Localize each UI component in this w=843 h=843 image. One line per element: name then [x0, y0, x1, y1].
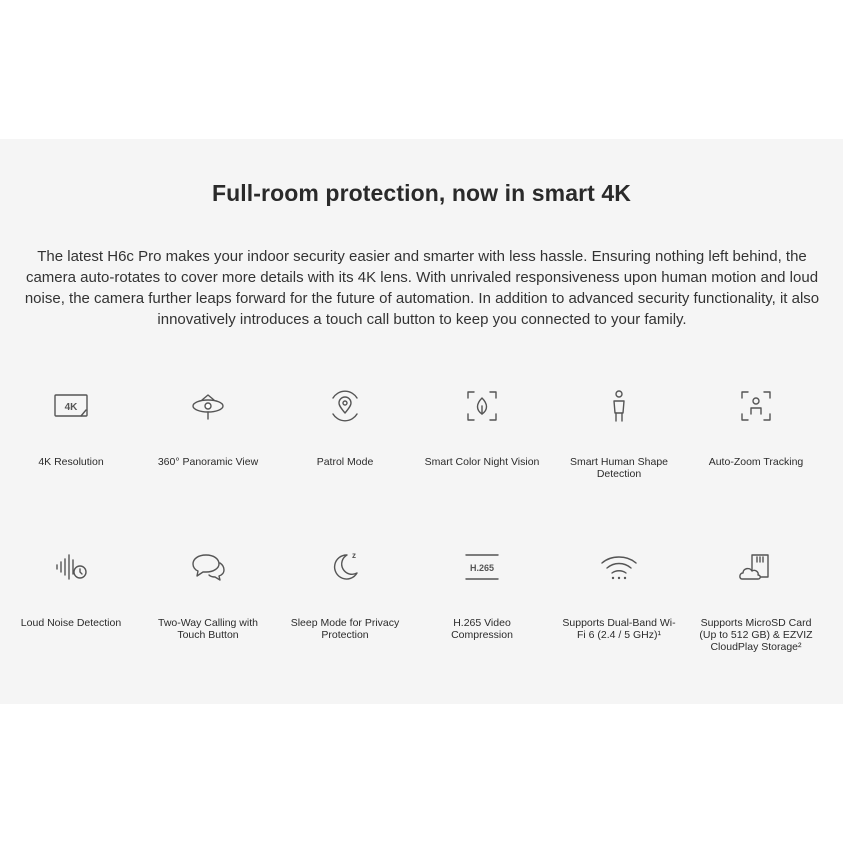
feature-sleep-mode — [285, 547, 405, 641]
storage-icon — [736, 547, 776, 587]
feature-panoramic-view — [148, 386, 268, 468]
patrol-icon — [325, 386, 365, 426]
feature-label: 360° Panoramic View — [157, 456, 259, 468]
feature-4k-resolution — [11, 386, 131, 468]
4k-icon — [51, 386, 91, 426]
feature-loud-noise-detection — [11, 547, 131, 629]
description-paragraph: The latest H6c Pro makes your indoor security easier and smarter with less hassle. Ensuring nothing left behind, the camera auto-rotates to cover more details with its 4K lens. With unrivaled responsiveness upon human motion and loud noise, the camera further leaps forward for the future of automation. In addition to advanced security functionality, it also innovatively introduces a touch call button to keep you connected to your family. — [24, 248, 820, 328]
panoramic-icon — [188, 386, 228, 426]
svg-text:z: z — [352, 551, 356, 560]
feature-label: Smart Color Night Vision — [424, 456, 540, 468]
feature-h265-compression — [422, 547, 542, 641]
feature-label: Loud Noise Detection — [20, 617, 122, 629]
feature-label: Two-Way Calling with Touch Button — [158, 617, 258, 641]
feature-wifi-6 — [559, 547, 679, 641]
loud-noise-icon — [51, 547, 91, 587]
sleep-mode-icon — [325, 547, 365, 587]
two-way-call-icon — [188, 547, 228, 587]
feature-two-way-calling — [148, 547, 268, 641]
feature-label: Supports MicroSD Card (Up to 512 GB) & EZVIZ CloudPlay Storage² — [699, 617, 813, 653]
feature-label: 4K Resolution — [38, 456, 104, 468]
wifi-icon — [599, 547, 639, 587]
human-shape-icon — [599, 386, 639, 426]
page-title: Full-room protection, now in smart 4K — [212, 180, 631, 206]
feature-storage — [696, 547, 816, 653]
feature-label: H.265 Video Compression — [451, 617, 513, 641]
svg-text:H.265: H.265 — [469, 563, 495, 573]
h265-icon — [462, 547, 502, 587]
feature-label: Auto-Zoom Tracking — [708, 456, 804, 468]
feature-patrol-mode — [285, 386, 405, 468]
feature-color-night-vision — [422, 386, 542, 468]
feature-auto-zoom-tracking — [696, 386, 816, 468]
feature-label: Patrol Mode — [316, 456, 374, 468]
auto-zoom-icon — [736, 386, 776, 426]
feature-label: Smart Human Shape Detection — [569, 456, 669, 480]
svg-text:4K: 4K — [64, 402, 78, 413]
feature-label: Supports Dual-Band Wi-Fi 6 (2.4 / 5 GHz)¹ — [562, 617, 676, 641]
feature-label: Sleep Mode for Privacy Protection — [290, 617, 400, 641]
feature-human-shape-detection — [559, 386, 679, 480]
color-night-vision-icon — [462, 386, 502, 426]
